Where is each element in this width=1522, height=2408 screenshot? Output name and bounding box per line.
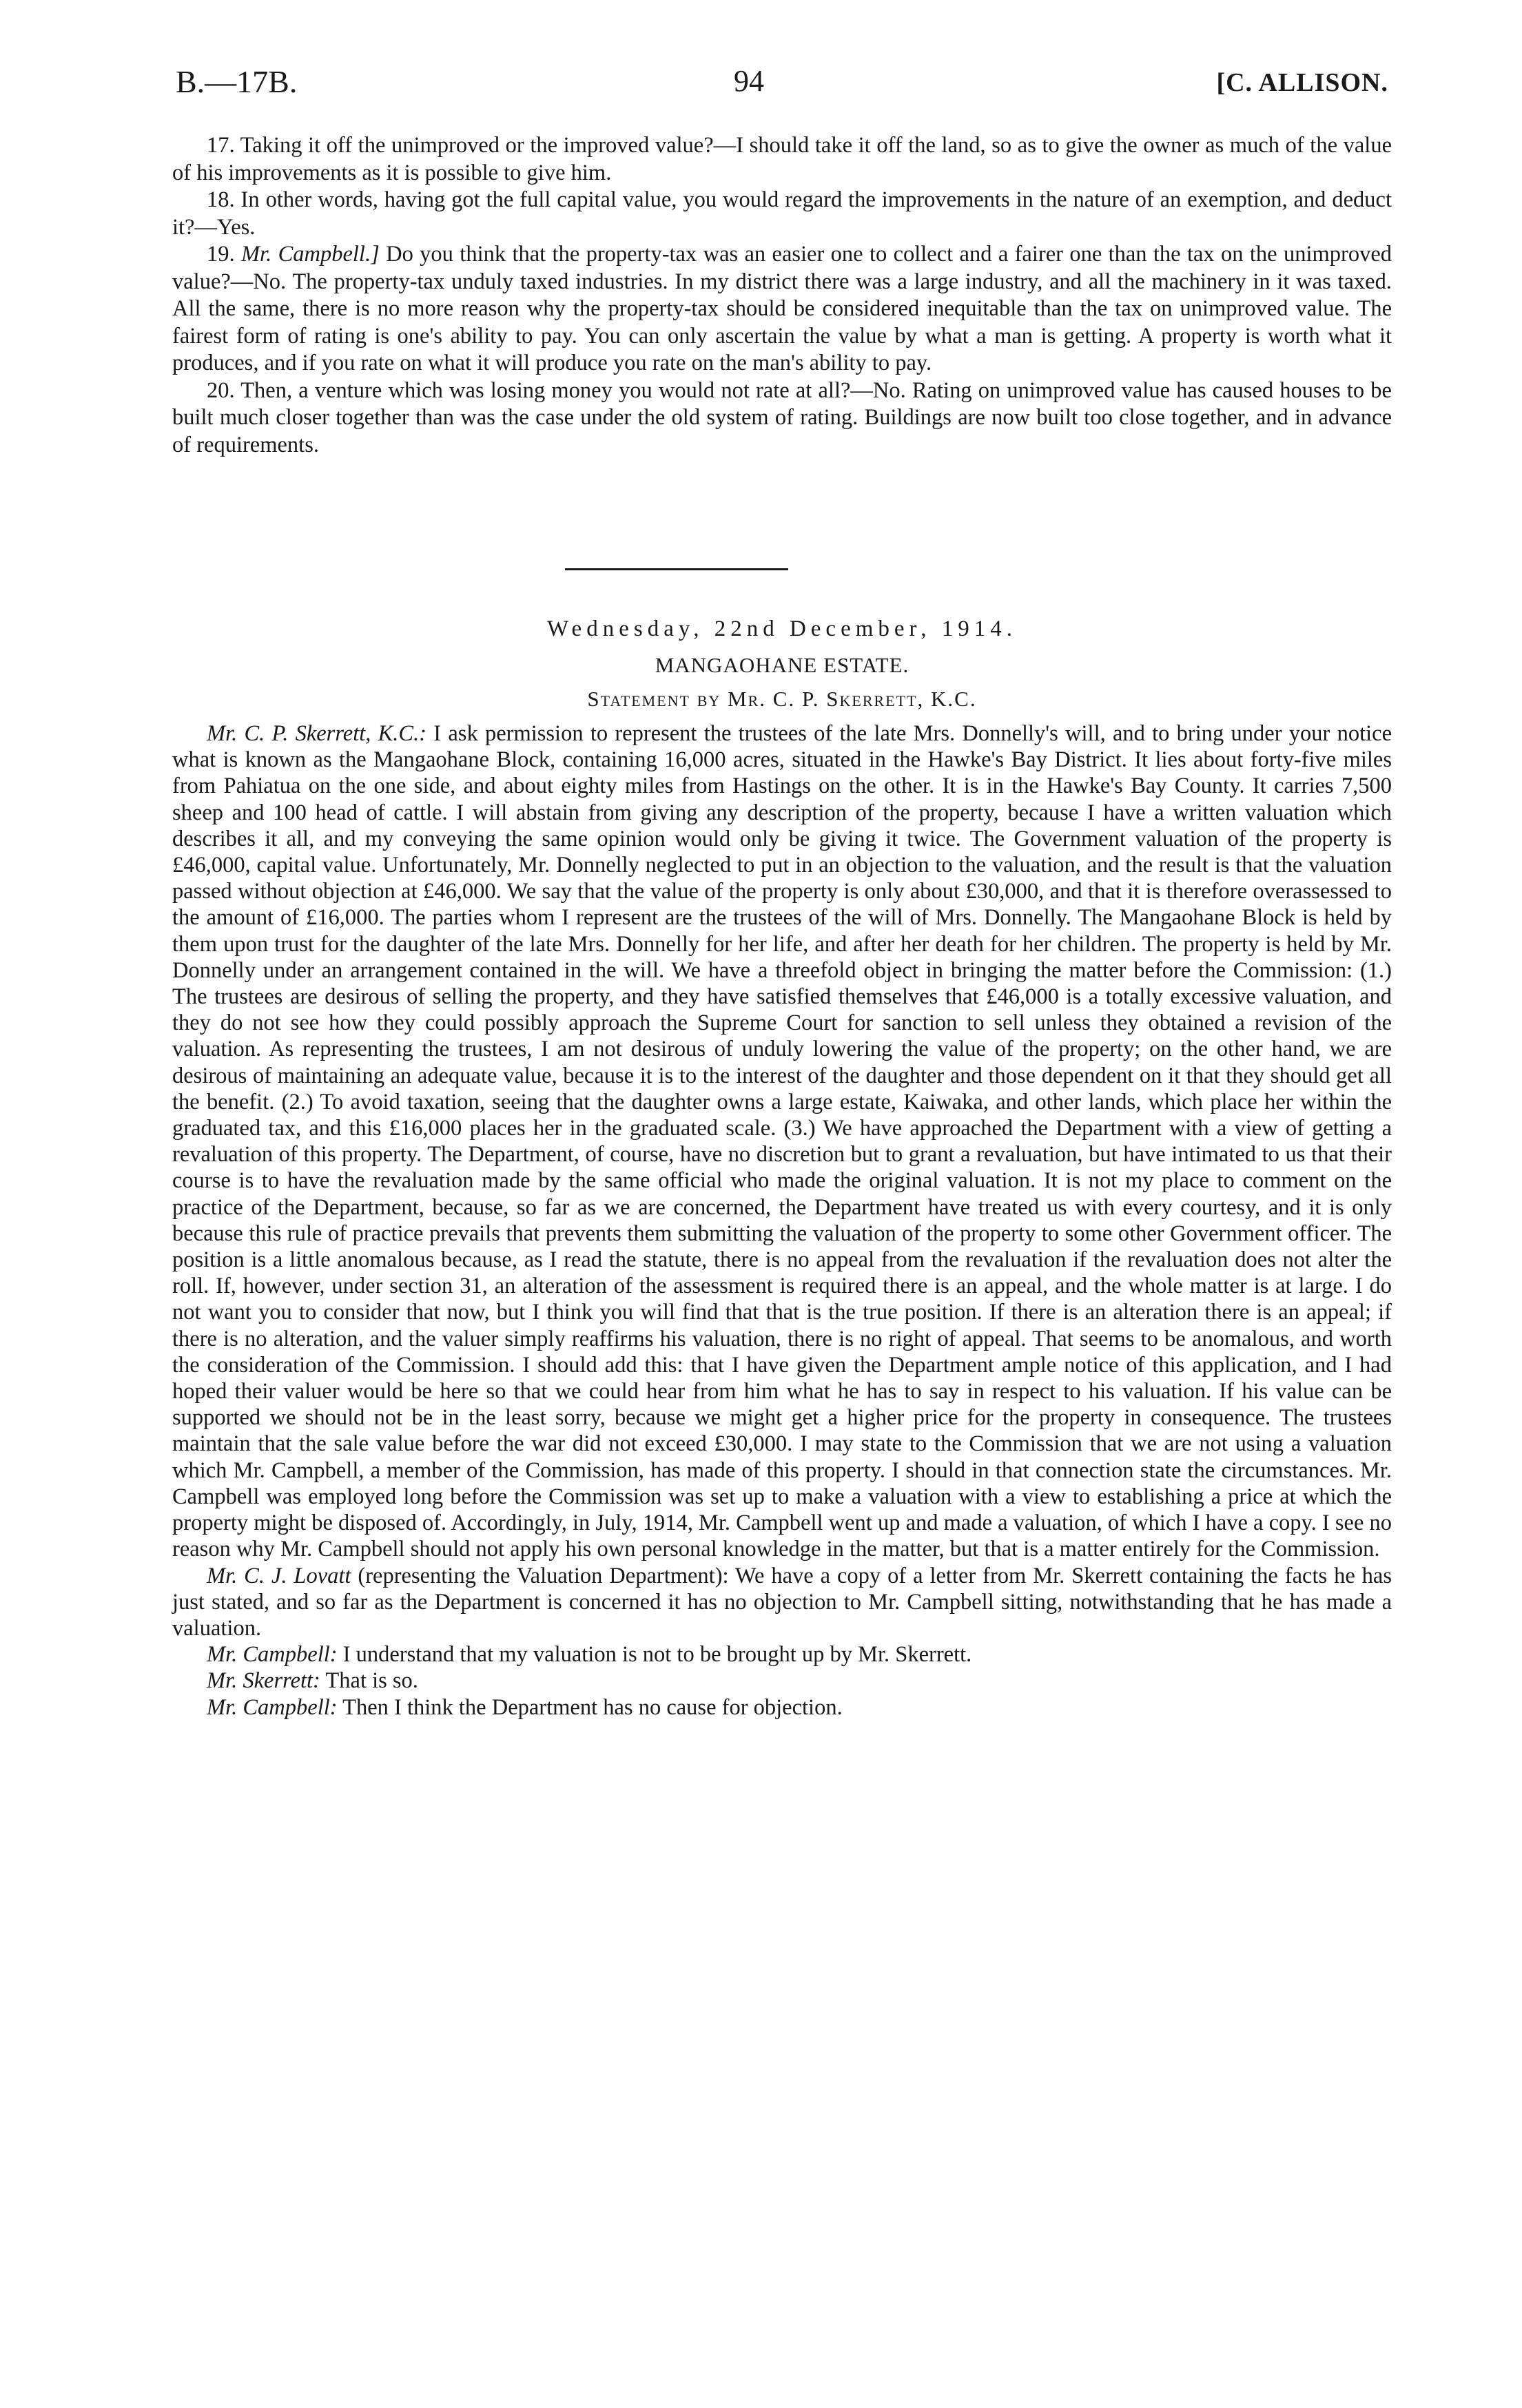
- parliamentary-paper-reference: B.—17B.: [176, 64, 298, 99]
- question-paragraph: [172, 187, 1392, 241]
- estate-title: MANGAOHANE ESTATE.: [655, 653, 909, 677]
- statement-paragraph: [172, 720, 1392, 1563]
- paragraph-text: That is so.: [320, 1668, 418, 1694]
- question-number: 17.: [207, 133, 235, 158]
- paragraph-text: Then, a venture which was losing money you would not rate at all?—No. Rating on unimproved value has caused houses to be built much closer together than was the case under the old system of rating. Buildings are now built too close together, and in advance of requirements.: [172, 377, 1392, 457]
- page-header: [176, 63, 1388, 105]
- paragraph-text: Do you think that the property-tax was an easier one to collect and a fairer one than the tax on the unimproved value?—No. The property-tax unduly taxed industries. In my district there was a large industry, and all the machinery in it was taxed. All the same, there is no more reason why the property-tax should be considered inequitable than the tax on unimproved value. The fairest form of rating is one's ability to pay. You can only ascertain the value by what a man is getting. A property is worth what it produces, and if you rate on what it will produce you rate on the man's ability to pay.: [172, 242, 1392, 375]
- statement-paragraph: [172, 1563, 1392, 1642]
- paragraph-text: (representing the Valuation Department): We have a copy of a letter from Mr. Skerrett containing the facts he has just stated, and so far as the Department is concerned it has no objection to Mr. Campbell sitting, notwithstanding that he has made a valuation.: [172, 1563, 1392, 1641]
- speaker-name: Mr. Campbell:: [207, 1694, 338, 1720]
- witness-name-header: [C. ALLISON.: [1216, 68, 1388, 97]
- statement-paragraph: [172, 1641, 1392, 1668]
- statement-paragraph: [172, 1668, 1392, 1694]
- paragraph-text: Taking it off the unimproved or the improved value?—I should take it off the land, so as to give the owner as much of the value of his improvements as it is possible to give him.: [172, 133, 1392, 185]
- statement-paragraph: [172, 1694, 1392, 1721]
- section-divider: [565, 568, 788, 570]
- question-paragraph: [172, 241, 1392, 377]
- paragraph-text: Then I think the Department has no cause for objection.: [337, 1694, 843, 1720]
- question-number: 19.: [207, 242, 235, 267]
- page-number: 94: [734, 64, 764, 98]
- evidence-questions-block: [172, 132, 1392, 459]
- speaker-name: Mr. Skerrett:: [207, 1668, 320, 1694]
- session-date-heading: Wednesday, 22nd December, 1914.: [547, 616, 1017, 641]
- speaker-name: Mr. C. J. Lovatt: [207, 1563, 351, 1588]
- question-number: 20.: [207, 377, 235, 403]
- speaker-name: Mr. C. P. Skerrett, K.C.:: [207, 721, 427, 746]
- statement-body: [172, 720, 1392, 1721]
- paragraph-text: In other words, having got the full capital value, you would regard the improvements in the nature of an exemption, and deduct it?—Yes.: [172, 187, 1392, 240]
- question-number: 18.: [207, 187, 235, 212]
- speaker-name: Mr. Campbell:: [207, 1642, 338, 1668]
- speaker-name: Mr. Campbell.]: [240, 242, 380, 267]
- paragraph-text: I understand that my valuation is not to be brought up by Mr. Skerrett.: [337, 1642, 972, 1668]
- question-paragraph: [172, 132, 1392, 187]
- statement-subtitle: Statement by Mr. C. P. Skerrett, K.C.: [587, 687, 977, 711]
- question-paragraph: [172, 377, 1392, 459]
- paragraph-text: I ask permission to represent the trustees of the late Mrs. Donnelly's will, and to bring under your notice what is known as the Mangaohane Block, containing 16,000 acres, situated in the Hawke's Bay District. It lies about forty-five miles from Pahiatua on the one side, and about eighty miles from Hastings on the other. It is in the Hawke's Bay County. It carries 7,500 sheep and 100 head of cattle. I will abstain from giving any description of the property, because I have a written valuation which describes it all, and my conveying the same opinion would only be giving it twice. The Government valuation of the property is £46,000, capital value. Unfortunately, Mr. Donnelly neglected to put in an objection to the valuation, and the result is that the valuation passed without objection at £46,000. We say that the value of the property is only about £30,000, and that it is therefore overassessed to the amount of £16,000. The parties whom I represent are the trustees of the will of Mrs. Donnelly. The Mangaohane Block is held by them upon trust for the daughter of the late Mrs. Donnelly for her life, and after her death for her children. The property is held by Mr. Donnelly under an arrangement contained in the will. We have a threefold object in bringing the matter before the Commission: (1.) The trustees are desirous of selling the property, and they have satisfied themselves that £46,000 is a totally excessive valuation, and they do not see how they could possibly approach the Supreme Court for sanction to sell unless they obtained a revision of the valuation. As representing the trustees, I am not desirous of unduly lowering the value of the property; on the other hand, we are desirous of maintaining an adequate value, because it is to the interest of the daughter and those dependent on it that they should get all the benefit. (2.) To avoid taxation, seeing that the daughter owns a large estate, Kaiwaka, and other lands, which place her within the graduated tax, and this £16,000 places her in the graduated scale. (3.) We have approached the Department with a view of getting a revaluation of this property. The Department, of course, have no discretion but to grant a revaluation, but have intimated to us that their course is to have the revaluation made by the same official who made the original valuation. It is not my place to comment on the practice of the Department, because, so far as we are concerned, the Department have treated us with every courtesy, and it is only because this rule of practice prevails that prevents them submitting the valuation of the property to some other Government officer. The position is a little anomalous because, as I read the statute, there is no appeal from the revaluation if the revaluation does not alter the roll. If, however, under section 31, an alteration of the assessment is required there is an appeal, and the whole matter is at large. I do not want you to consider that now, but I think you will find that that is the true position. If there is an alteration there is an appeal; if there is no alteration, and the valuer simply reaffirms his valuation, there is no right of appeal. That seems to be anomalous, and worth the consideration of the Commission. I should add this: that I have given the Department ample notice of this application, and I had hoped their valuer would be here so that we could hear from him what he has to say in respect to his valuation. If his value can be supported we should not be in the least sorry, because we might get a higher price for the property in consequence. The trustees maintain that the sale value before the war did not exceed £30,000. I may state to the Commission that we are not using a valuation which Mr. Campbell, a member of the Commission, has made of this property. I should in that connection state the circumstances. Mr. Campbell was employed long before the Commission was set up to make a valuation with a view to establishing a price at which the property might be disposed of. Accordingly, in July, 1914, Mr. Campbell went up and made a valuation, of which I have a copy. I see no reason why Mr. Campbell should not apply his own personal knowledge in the matter, but that is a matter entirely for the Commission.: [172, 721, 1392, 1562]
